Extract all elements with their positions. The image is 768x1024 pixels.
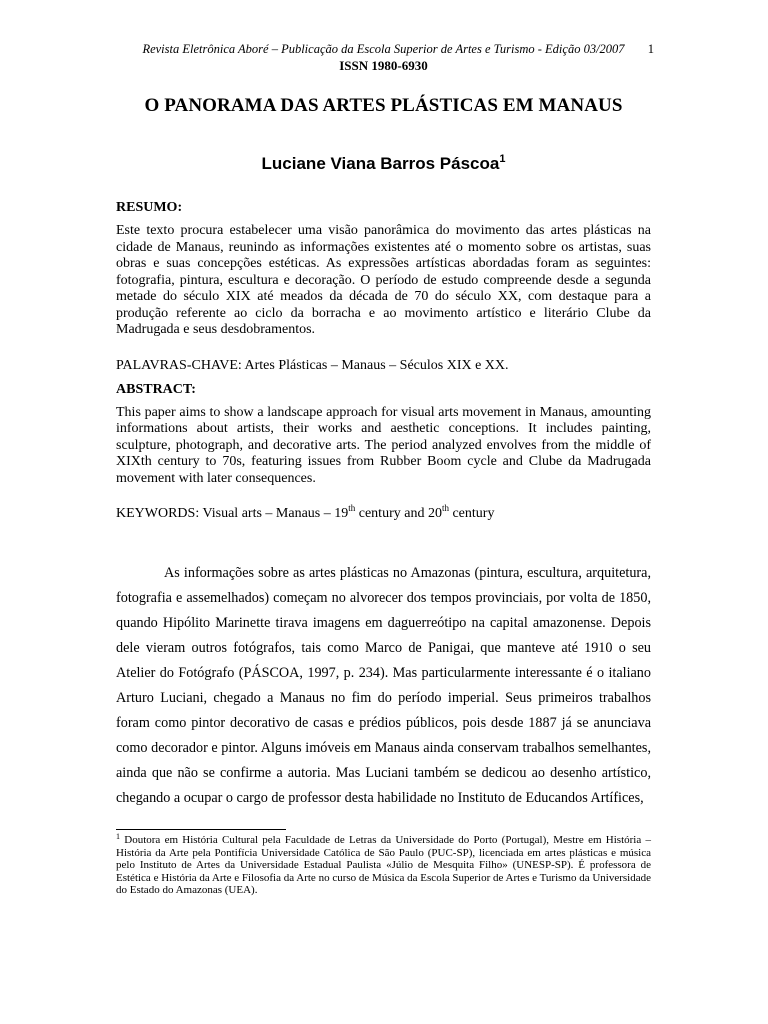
- footnote-mark: 1: [116, 832, 120, 841]
- footnote: [116, 834, 651, 897]
- resumo-text: Este texto procura estabelecer uma visão panorâmica do movimento das artes plásticas na cidade de Manaus, reunindo as informações existentes até o momento sobre os artistas, suas obras e suas concepções estéticas. As expressões artísticas abordadas foram as seguintes: fotografia, pintura, escultura e decoração. O período de estudo compreende desde a segunda metade do século XIX até meados da década de 70 do século XX, com destaque para a produção referente ao ciclo da borracha e ao movimento artístico e literário Clube da Madrugada e seus desdobramentos.: [116, 223, 651, 337]
- issn: ISSN 1980-6930: [339, 58, 428, 73]
- author-name: Luciane Viana Barros Páscoa: [261, 154, 500, 173]
- journal-line: Revista Eletrônica Aboré – Publicação da Escola Superior de Artes e Turismo - Edição 03/2007: [142, 42, 625, 56]
- author-footnote-mark: 1: [499, 153, 506, 165]
- running-header: [116, 40, 654, 58]
- keywords-label: KEYWORDS:: [116, 506, 200, 521]
- keywords-part3: century: [448, 506, 495, 521]
- palavras-chave-label: PALAVRAS-CHAVE:: [116, 357, 242, 373]
- footnote-divider: [116, 829, 286, 830]
- article-title: O PANORAMA DAS ARTES PLÁSTICAS EM MANAUS: [144, 95, 623, 116]
- palavras-chave: [116, 357, 651, 375]
- keywords-part2: century and 20: [355, 506, 442, 521]
- palavras-chave-text: Artes Plásticas – Manaus – Séculos XIX e XX.: [244, 357, 509, 373]
- page-number: 1: [647, 42, 654, 56]
- keywords-part1: Visual arts – Manaus – 19: [202, 506, 349, 521]
- body-paragraph: As informações sobre as artes plásticas no Amazonas (pintura, escultura, arquitetura, fotografia e assemelhados) começam no alvorecer dos tempos provinciais, por volta de 1850, quando Hipólito Marinette tirava imagens em daguerreótipo na capital amazonense. Depois dele vieram outros fotógrafos, tais como Marco de Panigai, que manteve até 1910 o seu Atelier do Fotógrafo (PÁSCOA, 1997, p. 234). Mas particularmente interessante é o italiano Arturo Luciani, chegado a Manaus no fim do período imperial. Seus primeiros trabalhos foram como pintor decorativo de casas e prédios públicos, pois desde 1887 já se anunciava como decorador e pintor. Alguns imóveis em Manaus ainda conservam trabalhos semelhantes, ainda que não se confirme a autoria. Mas Luciani também se dedicou ao desenho artístico, chegando a ocupar o cargo de professor desta habilidade no Instituto de Educandos Artífices,: [116, 565, 651, 806]
- resumo-heading: RESUMO:: [116, 200, 183, 215]
- abstract-text: This paper aims to show a landscape approach for visual arts movement in Manaus, amounting informations about artists, their works and aesthetic conceptions. It includes painting, sculpture, photograph, and decorative arts. The period analyzed envolves from the middle of XIXth century to 70s, featuring issues from Rubber Boom cycle and Clube da Madrugada movement with later consequences.: [116, 404, 651, 486]
- abstract-heading: ABSTRACT:: [116, 381, 196, 397]
- author-line: [116, 153, 651, 175]
- keywords: [116, 505, 651, 523]
- keywords-sup2: th: [441, 503, 449, 513]
- footnote-text: Doutora em História Cultural pela Faculdade de Letras da Universidade do Porto (Portugal), Mestre em História – História da Arte pela Pontifícia Universidade Católica de São Paulo (PUC-SP), licenciada em artes plásticas e música pelo Instituto de Artes da Universidade Estadual Paulista «Júlio de Mesquita Filho» (UNESP-SP). É professora de Estética e História da Arte e Filosofia da Arte no curso de Música da Escola Superior de Artes e Turismo da Universidade do Estado do Amazonas (UEA).: [116, 834, 651, 897]
- keywords-sup1: th: [348, 503, 356, 513]
